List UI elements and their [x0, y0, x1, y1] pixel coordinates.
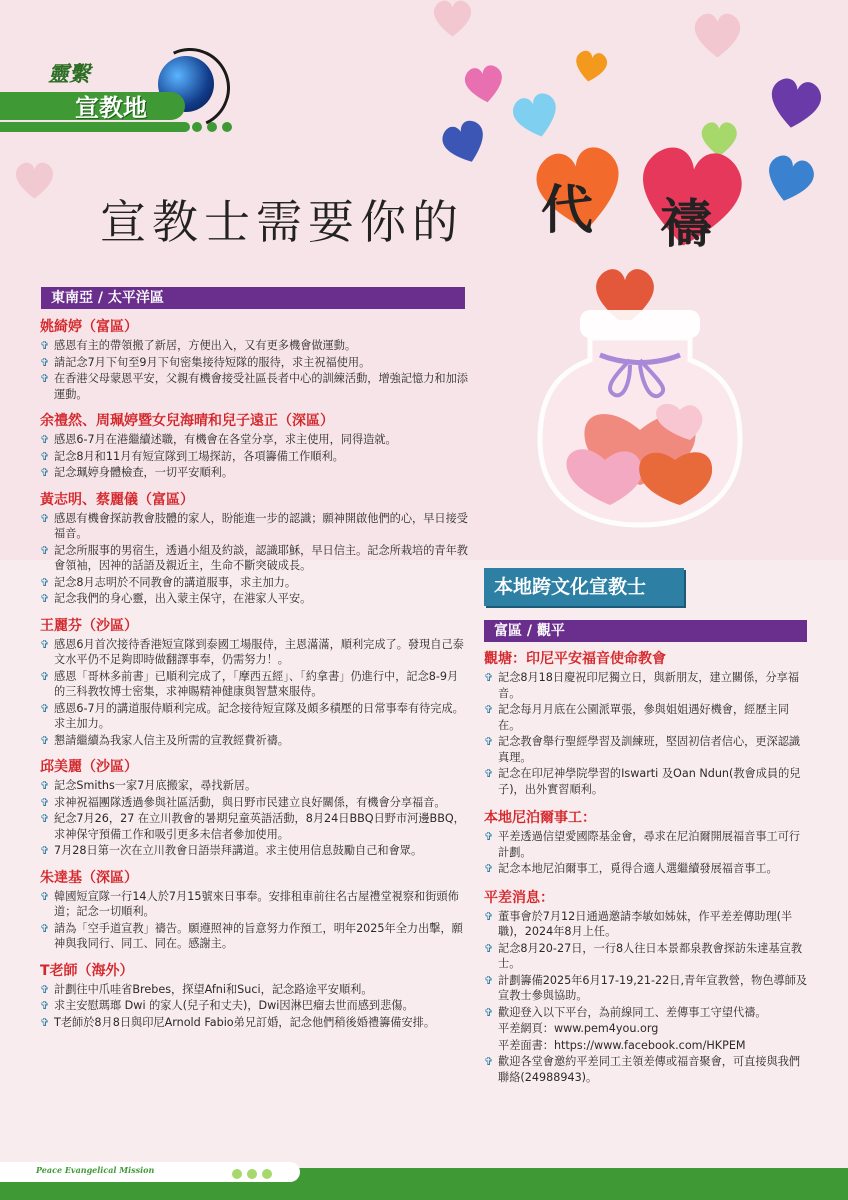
prayer-item: ✞ 記念我們的身心靈，出入蒙主保守，在港家人平安。: [40, 591, 468, 607]
missionary-entry: [40, 615, 468, 749]
prayer-item: ✞ 記念8月20-27日，一行8人往日本景都泉教會探訪朱達基宣教士。: [484, 941, 810, 972]
prayer-item: ✞ 平差透過信望愛國際基金會，尋求在尼泊爾開展福音事工可行計劃。: [484, 829, 810, 860]
prayer-item: ✞ 感恩6-7月的講道服侍順利完成。記念接待短宣隊及頗多積壓的日常事奉有待完成。求主加力。: [40, 701, 468, 732]
missionary-entry: [40, 960, 468, 1031]
prayer-list: [484, 670, 810, 797]
prayer-list: [484, 909, 810, 1086]
link-line: 平差面書：https://www.facebook.com/HKPEM: [498, 1038, 746, 1052]
prayer-list: [40, 511, 468, 607]
right-region-header: 富區 / 觀平: [484, 620, 807, 642]
prayer-item: ✞ 求神祝福團隊透過參與社區活動，與日野市民建立良好關係，有機會分享福音。: [40, 795, 468, 811]
missionary-entry: [40, 410, 468, 481]
missionary-entry: [484, 648, 810, 797]
heart-icon: [463, 64, 506, 106]
prayer-item: ✞ 計劃籌備2025年6月17-19,21-22日,青年宣教營，物色導師及宣教士參與協助。: [484, 973, 810, 1004]
footer-dots: [232, 1169, 272, 1179]
link-line: 平差網頁：www.pem4you.org: [498, 1022, 659, 1035]
prayer-item: ✞ 記念Smiths一家7月底搬家，尋找新居。: [40, 778, 468, 794]
banner-title-tou: 禱: [660, 194, 713, 255]
prayer-item: ✞ 7月28日第一次在立川教會日語崇拜講道。求主使用信息鼓勵自己和會眾。: [40, 843, 468, 859]
missionary-name: 余禮然、周珮婷暨女兒海晴和兒子遠正（深區）: [40, 413, 334, 429]
prayer-item: ✞ 求主安慰瑪瑯 Dwi 的家人(兒子和丈夫)，Dwi因淋巴瘤去世而感到悲傷。: [40, 998, 468, 1014]
prayer-item: ✞ 記念每月月底在公園派單張，參與姐姐遇好機會，經歷主同在。: [484, 702, 810, 733]
missionary-entry: [40, 489, 468, 607]
footer-org: Peace Evangelical Mission: [36, 1165, 155, 1175]
missionary-name: 觀塘：印尼平安福音使命教會: [484, 651, 666, 667]
local-section-title: 本地跨文化宣教士: [484, 568, 684, 606]
prayer-list: [40, 889, 468, 952]
prayer-list: [40, 338, 468, 402]
heart-icon: [439, 117, 491, 169]
missionary-name: 本地尼泊爾事工：: [484, 810, 596, 826]
missionary-entry: [40, 756, 468, 859]
prayer-list: [40, 778, 468, 859]
prayer-item: ✞ 記念8月和11月有短宣隊到工場探訪，各項籌備工作順利。: [40, 449, 468, 465]
prayer-list: [40, 637, 468, 749]
prayer-item: ✞ 歡迎登入以下平台，為前線同工、差傳事工守望代禱。: [484, 1005, 810, 1021]
missionary-name: 邱美麗（沙區）: [40, 759, 138, 775]
prayer-item: ✞ 記念在印尼神學院學習的Iswarti 及Oan Ndun(教會成員的兒子)，出外實習順利。: [484, 766, 810, 797]
missionary-name: 王麗芬（沙區）: [40, 617, 138, 634]
prayer-list: [40, 432, 468, 481]
prayer-item: ✞ 在香港父母蒙恩平安，父親有機會接受社區長者中心的訓練活動，增強記憶力和加添運動。: [40, 371, 468, 402]
missionary-entry: [484, 887, 810, 1086]
prayer-item: ✞ 感恩6月首次接待香港短宣隊到泰國工場服侍，主恩滿滿，順利完成了。發現自己泰文水平仍不足夠即時做翻譯事奉，仍需努力！。: [40, 637, 468, 668]
jar-icon: [530, 310, 750, 530]
prayer-item: ✞ 紀念7月26，27 在立川教會的暑期兒童英語活動，8月24日BBQ日野市河邊BBQ，求神保守預備工作和吸引更多未信者參加使用。: [40, 811, 468, 842]
prayer-item: ✞ 韓國短宣隊一行14人於7月15號來日事奉。安排租車前往名古屋禮堂視察和街頭佈道；記念一切順利。: [40, 889, 468, 920]
region-header: 東南亞 / 太平洋區: [41, 287, 465, 309]
prayer-item: ✞ T老師於8月8日與印尼Arnold Fabio弟兄訂婚，記念他們稍後婚禮籌備安排。: [40, 1015, 468, 1031]
prayer-item: ✞ 記念教會舉行聖經學習及訓練班，堅固初信者信心，更深認識真理。: [484, 734, 810, 765]
missionary-name: 黃志明、蔡麗儀（富區）: [40, 491, 194, 508]
prayer-item: ✞ 感恩6-7月在港繼續述職，有機會在各堂分享，求主使用，同得造就。: [40, 432, 468, 448]
heart-icon: [16, 163, 53, 199]
header-title: 宣教地: [75, 94, 147, 122]
prayer-item: ✞ 董事會於7月12日通過邀請李敏如姊妹，作平差差傳助理(半職)，2024年8月上任。: [484, 909, 810, 940]
banner-title-dai: 代: [541, 180, 594, 241]
prayer-list: [484, 829, 810, 877]
banner-title: 宣教士需要你的: [100, 195, 464, 249]
header-subtitle: 靈繫: [48, 61, 90, 86]
heart-icon: [695, 14, 740, 58]
prayer-item: ✞ 計劃往中爪哇省Brebes，探望Afni和Suci，記念路途平安順利。: [40, 982, 468, 998]
heart-icon: [762, 152, 817, 206]
heart-icon: [510, 90, 563, 142]
prayer-item: ✞ 感恩有主的帶領搬了新居，方便出入，又有更多機會做運動。: [40, 338, 468, 354]
prayer-item: ✞ 懇請繼續為我家人信主及所需的宣教經費祈禱。: [40, 733, 468, 749]
prayer-item: ✞ 記念8月志明於不同教會的講道服事，求主加力。: [40, 575, 468, 591]
prayer-item: ✞ 記念本地尼泊爾事工，覓得合適人選繼續發展福音事工。: [484, 861, 810, 877]
prayer-item: ✞ 感恩「哥林多前書」已順利完成了，「摩西五經」、「約拿書」仍進行中，記念8-9月的三科教牧博士密集，求神賜精神健康與智慧來服侍。: [40, 669, 468, 700]
missionary-list-right: [484, 648, 810, 1095]
prayer-item: ✞ 記念8月18日慶祝印尼獨立日，與新朋友，建立關係，分享福音。: [484, 670, 810, 701]
prayer-list: [40, 982, 468, 1031]
missionary-name: 平差消息：: [484, 889, 554, 906]
missionary-entry: [40, 867, 468, 952]
heart-icon: [573, 49, 609, 84]
header-dots: [192, 122, 232, 132]
missionary-name: 姚綺婷（富區）: [40, 319, 138, 335]
heart-icon: [434, 1, 471, 37]
heart-icon: [702, 122, 737, 156]
decorative-hearts: [0, 0, 848, 320]
prayer-item: ✞ 請為「空手道宣教」禱告。願遵照神的旨意努力作預工，明年2025年全力出擊，願神與我同行、同工、同在。感謝主。: [40, 921, 468, 952]
missionary-entry: [484, 807, 810, 877]
prayer-item: ✞ 歡迎各堂會邀約平差同工主領差傳或福音聚會，可直接與我們聯絡(24988943)。: [484, 1054, 810, 1085]
prayer-item: ✞ 記念珮婷身體檢查，一切平安順利。: [40, 465, 468, 481]
heart-icon: [766, 76, 823, 132]
missionary-name: 朱達基（深區）: [40, 869, 138, 886]
missionary-list-left: [40, 316, 468, 1038]
missionary-name: T老師（海外）: [40, 962, 134, 979]
header-underline: [0, 122, 190, 132]
prayer-item: ✞ 請記念7月下旬至9月下旬密集接待短隊的服待，求主祝福使用。: [40, 355, 468, 371]
missionary-entry: [40, 316, 468, 402]
prayer-item: ✞ 記念所服事的男宿生，透過小組及約談，認識耶穌，早日信主。記念所栽培的青年教會領袖，因神的話語及親近主，生命不斷突破成長。: [40, 543, 468, 574]
prayer-item: ✞ 感恩有機會探訪教會肢體的家人，盼能進一步的認識；願神開啟他們的心，早日接受福音。: [40, 511, 468, 542]
